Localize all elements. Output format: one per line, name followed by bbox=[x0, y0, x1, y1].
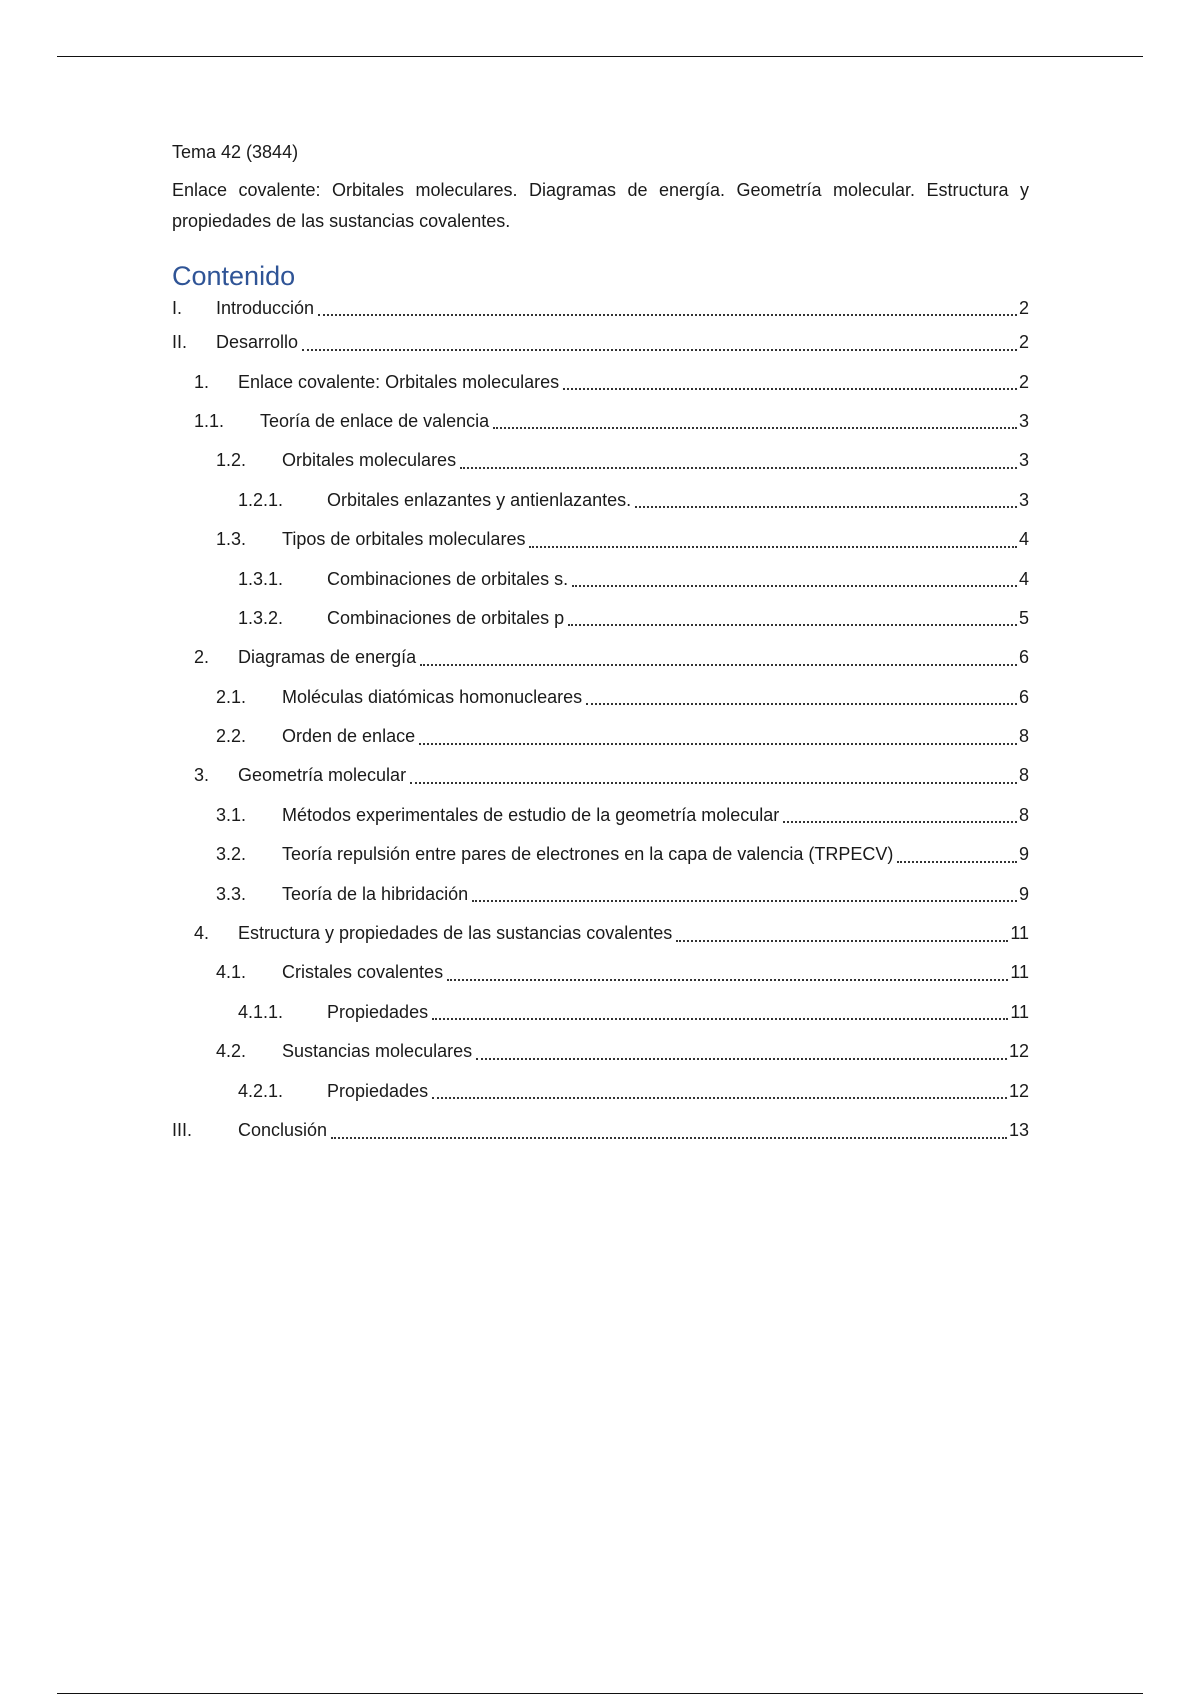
toc-entry-page: 2 bbox=[1018, 332, 1029, 353]
toc-entry[interactable] bbox=[172, 638, 1029, 677]
toc-entry[interactable] bbox=[172, 559, 1029, 598]
toc-entry-page: 12 bbox=[1008, 1080, 1029, 1101]
toc-entry-number: 1. bbox=[194, 371, 210, 392]
document-body bbox=[172, 140, 1029, 1150]
toc-entry[interactable] bbox=[172, 441, 1029, 480]
toc-entry[interactable] bbox=[172, 678, 1029, 717]
toc-leader-dots bbox=[476, 1058, 1007, 1060]
toc-leader-dots bbox=[318, 314, 1017, 316]
toc-entry[interactable] bbox=[172, 993, 1029, 1032]
toc-leader-dots bbox=[460, 467, 1017, 469]
header-rule bbox=[57, 56, 1143, 57]
toc-leader-dots bbox=[635, 506, 1017, 508]
toc-leader-dots bbox=[472, 900, 1017, 902]
toc-entry[interactable] bbox=[172, 717, 1029, 756]
toc-entry-number: 2.2. bbox=[216, 726, 247, 747]
toc-entry-page: 11 bbox=[1010, 962, 1029, 983]
toc-entry-page: 8 bbox=[1018, 726, 1029, 747]
toc-entry-page: 5 bbox=[1018, 607, 1029, 628]
toc-leader-dots bbox=[586, 703, 1017, 705]
toc-entry[interactable] bbox=[172, 756, 1029, 795]
toc-leader-dots bbox=[419, 743, 1017, 745]
toc-leader-dots bbox=[447, 979, 1008, 981]
toc-leader-dots bbox=[432, 1018, 1008, 1020]
toc-entry-page: 9 bbox=[1018, 844, 1029, 865]
toc-entry-page: 13 bbox=[1008, 1120, 1029, 1140]
toc-entry[interactable] bbox=[172, 481, 1029, 520]
toc-entry-number: 4. bbox=[194, 923, 210, 944]
toc-leader-dots bbox=[783, 821, 1017, 823]
toc-entry-title[interactable]: Tipos de orbitales moleculares bbox=[282, 529, 526, 550]
toc-entry[interactable] bbox=[172, 520, 1029, 559]
toc-leader-dots bbox=[529, 546, 1017, 548]
toc-leader-dots bbox=[302, 349, 1017, 351]
toc-entry-page: 3 bbox=[1018, 410, 1029, 431]
toc-entry-title[interactable]: Propiedades bbox=[327, 1080, 429, 1101]
toc-entry[interactable] bbox=[172, 796, 1029, 835]
toc-entry-title[interactable]: Desarrollo bbox=[216, 332, 299, 353]
toc-entry-number: 1.3.2. bbox=[238, 607, 284, 628]
toc-entry-title[interactable]: Diagramas de energía bbox=[238, 647, 417, 668]
toc-entry-title[interactable]: Enlace covalente: Orbitales moleculares bbox=[238, 371, 560, 392]
toc-entry-number: 2. bbox=[194, 647, 210, 668]
toc-entry-title[interactable]: Teoría de enlace de valencia bbox=[260, 410, 490, 431]
toc-entry-number: 4.1. bbox=[216, 962, 247, 983]
toc-entry-page: 2 bbox=[1018, 297, 1029, 318]
toc-entry-page: 8 bbox=[1018, 765, 1029, 786]
toc-entry-number: 4.1.1. bbox=[238, 1001, 284, 1022]
toc-entry-title[interactable]: Orden de enlace bbox=[282, 726, 416, 747]
toc-entry-page: 12 bbox=[1008, 1041, 1029, 1062]
toc-heading: Contenido bbox=[172, 261, 296, 291]
toc-entry-page: 3 bbox=[1018, 489, 1029, 510]
toc-entry-title[interactable]: Orbitales enlazantes y antienlazantes. bbox=[327, 489, 632, 510]
toc-entry-number: II. bbox=[172, 332, 188, 353]
toc-entry-number: 3.1. bbox=[216, 804, 247, 825]
toc-entry-number: 4.2.1. bbox=[238, 1080, 284, 1101]
toc-leader-dots bbox=[493, 427, 1017, 429]
toc-leader-dots bbox=[676, 940, 1008, 942]
toc-entry-title[interactable]: Moléculas diatómicas homonucleares bbox=[282, 686, 583, 707]
toc-entry-number: 4.2. bbox=[216, 1041, 247, 1062]
toc-entry-title[interactable]: Combinaciones de orbitales p bbox=[327, 607, 565, 628]
toc-entry[interactable] bbox=[172, 599, 1029, 638]
toc-entry-title[interactable]: Orbitales moleculares bbox=[282, 450, 457, 471]
toc-entry-number: 1.2.1. bbox=[238, 489, 284, 510]
toc-entry-title[interactable]: Propiedades bbox=[327, 1001, 429, 1022]
toc-entry-number: 1.3. bbox=[216, 529, 247, 550]
toc-entry-number: I. bbox=[172, 297, 183, 318]
toc-entry[interactable] bbox=[172, 874, 1029, 913]
toc-entry-title[interactable]: Introducción bbox=[216, 297, 315, 318]
toc-entry-title[interactable]: Cristales covalentes bbox=[282, 962, 444, 983]
toc-leader-dots bbox=[432, 1097, 1007, 1099]
toc-entry-number: III. bbox=[172, 1120, 193, 1140]
toc-entry-page: 6 bbox=[1018, 686, 1029, 707]
toc-entry-number: 1.3.1. bbox=[238, 568, 284, 589]
toc-entry-page: 2 bbox=[1018, 371, 1029, 392]
footer-rule bbox=[57, 1693, 1143, 1694]
toc-entry-title[interactable]: Combinaciones de orbitales s. bbox=[327, 568, 569, 589]
toc-entry[interactable] bbox=[172, 914, 1029, 953]
toc-entry-page: 4 bbox=[1018, 529, 1029, 550]
toc-leader-dots bbox=[897, 861, 1017, 863]
toc-entry-title[interactable]: Conclusión bbox=[238, 1120, 328, 1140]
toc-entry-title[interactable]: Geometría molecular bbox=[238, 765, 407, 786]
toc-entry-number: 3.3. bbox=[216, 883, 247, 904]
toc-entry[interactable] bbox=[172, 1071, 1029, 1110]
toc-entry-number: 3. bbox=[194, 765, 210, 786]
toc-entry[interactable] bbox=[172, 1032, 1029, 1071]
toc-leader-dots bbox=[572, 585, 1017, 587]
toc-entry-title[interactable]: Sustancias moleculares bbox=[282, 1041, 473, 1062]
toc-entry-page: 6 bbox=[1018, 647, 1029, 668]
toc-entry[interactable] bbox=[172, 835, 1029, 874]
toc-entry-page: 4 bbox=[1018, 568, 1029, 589]
toc-entry-title[interactable]: Teoría repulsión entre pares de electrones en la capa de valencia (TRPECV) bbox=[282, 844, 894, 865]
table-of-contents bbox=[172, 293, 1029, 1150]
toc-entry[interactable] bbox=[172, 323, 1029, 362]
toc-entry-page: 3 bbox=[1018, 450, 1029, 471]
toc-entry[interactable] bbox=[172, 402, 1029, 441]
toc-entry-page: 8 bbox=[1018, 804, 1029, 825]
toc-entry[interactable] bbox=[172, 1111, 1029, 1150]
topic-subject: Enlace covalente: Orbitales moleculares. Diagramas de energía. Geometría molecular. Estructura y propiedades de las sustancias covalentes. bbox=[172, 180, 1029, 231]
toc-entry-title[interactable]: Métodos experimentales de estudio de la geometría molecular bbox=[282, 804, 780, 825]
toc-entry-page: 11 bbox=[1010, 1001, 1029, 1022]
toc-entry[interactable] bbox=[172, 293, 1029, 323]
toc-entry-title[interactable]: Teoría de la hibridación bbox=[282, 883, 469, 904]
toc-leader-dots bbox=[331, 1137, 1007, 1139]
toc-entry-page: 11 bbox=[1010, 923, 1029, 944]
toc-leader-dots bbox=[568, 624, 1017, 626]
toc-leader-dots bbox=[563, 388, 1017, 390]
toc-entry-page: 9 bbox=[1018, 883, 1029, 904]
toc-entry-number: 1.1. bbox=[194, 410, 225, 431]
toc-entry[interactable] bbox=[172, 362, 1029, 401]
toc-leader-dots bbox=[410, 782, 1017, 784]
toc-entry[interactable] bbox=[172, 953, 1029, 992]
toc-leader-dots bbox=[420, 664, 1017, 666]
toc-entry-title[interactable]: Estructura y propiedades de las sustancias covalentes bbox=[238, 923, 673, 944]
topic-number: Tema 42 (3844) bbox=[172, 142, 299, 162]
toc-entry-number: 3.2. bbox=[216, 844, 247, 865]
toc-entry-number: 2.1. bbox=[216, 686, 247, 707]
toc-entry-number: 1.2. bbox=[216, 450, 247, 471]
